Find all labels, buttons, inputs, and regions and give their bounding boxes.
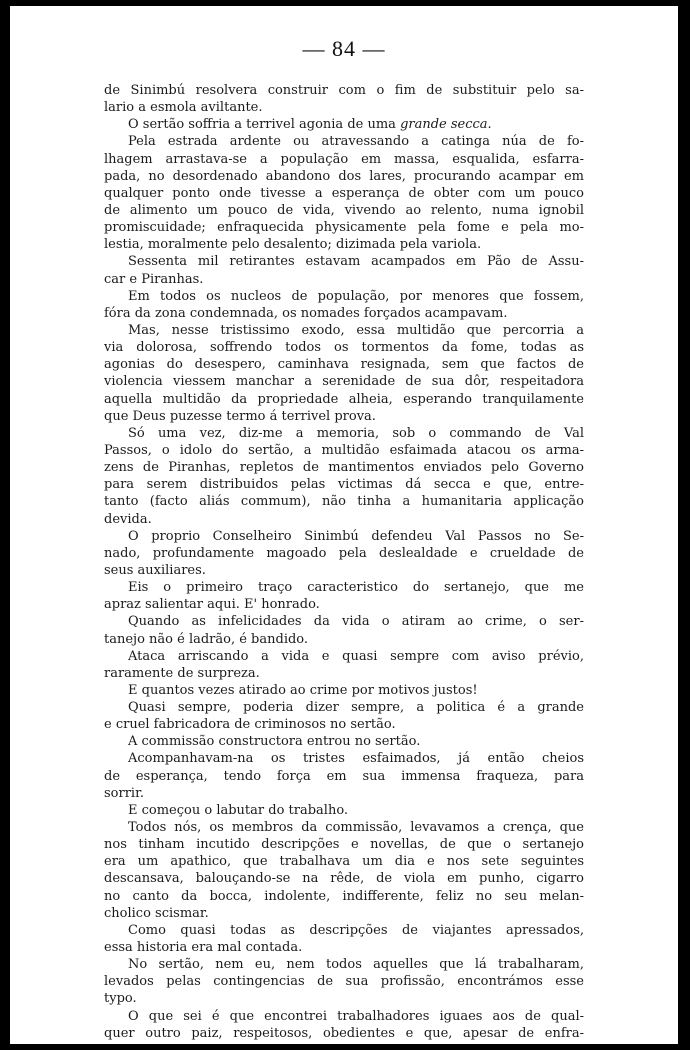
text-line xyxy=(104,785,584,802)
page-number: — 84 — xyxy=(302,36,386,61)
text-line xyxy=(104,305,584,322)
text-line-content: lario a esmola aviltante. xyxy=(104,100,263,116)
text-line xyxy=(104,888,584,905)
text-line xyxy=(104,665,584,682)
text-line-content: via dolorosa, soffrendo todos os tormentos da fome, todas as xyxy=(104,340,584,356)
book-page xyxy=(10,6,678,1044)
text-line xyxy=(104,82,584,99)
text-line-content: O proprio Conselheiro Sinimbú defendeu Val Passos no Se- xyxy=(128,528,584,544)
text-line-content: zens de Piranhas, repletos de mantimentos enviados pelo Governo xyxy=(104,460,584,476)
text-line-content: para serem distribuidos pelas victimas dá secca e que, entre- xyxy=(104,477,584,493)
text-line-content: Como quasi todas as descripções de viajantes apressados, xyxy=(128,922,584,938)
text-line xyxy=(104,442,584,459)
text-line-content: Ataca arriscando a vida e quasi sempre com aviso prévio, xyxy=(128,648,584,664)
body-text xyxy=(104,82,584,1042)
text-line xyxy=(104,253,584,270)
text-line xyxy=(104,716,584,733)
text-line-content: O que sei é que encontrei trabalhadores iguaes aos de qual- xyxy=(128,1008,584,1024)
text-line xyxy=(104,939,584,956)
text-line-content: Eis o primeiro traço caracteristico do sertanejo, que me xyxy=(128,580,584,596)
text-line xyxy=(104,905,584,922)
text-line xyxy=(104,973,584,990)
text-line-content: lestia, moralmente pelo desalento; dizimada pela variola. xyxy=(104,237,482,253)
text-line xyxy=(104,356,584,373)
text-line xyxy=(104,116,584,133)
text-line-content: fóra da zona condemnada, os nomades forçados acampavam. xyxy=(104,305,508,321)
text-line xyxy=(104,853,584,870)
text-line xyxy=(104,631,584,648)
text-line-content: Todos nós, os membros da commissão, levavamos a crença, que xyxy=(128,820,584,836)
text-line-content: promiscuidade; enfraquecida physicamente pela fome e pela mo- xyxy=(104,220,584,236)
text-line-content: tanejo não é ladrão, é bandido. xyxy=(104,631,309,647)
text-line xyxy=(104,271,584,288)
text-line xyxy=(104,545,584,562)
text-line-content: e cruel fabricadora de criminosos no sertão. xyxy=(104,717,396,733)
text-line-content: Só uma vez, diz-me a memoria, sob o commando de Val xyxy=(128,425,584,441)
text-line xyxy=(104,459,584,476)
text-line-content: Em todos os nucleos de população, por menores que fossem, xyxy=(128,288,584,304)
text-line xyxy=(104,733,584,750)
text-line xyxy=(104,956,584,973)
text-line-content: que Deus puzesse termo á terrivel prova. xyxy=(104,408,376,424)
text-line-content: Quasi sempre, poderia dizer sempre, a politica é a grande xyxy=(128,700,584,716)
text-line xyxy=(104,151,584,168)
text-line xyxy=(104,596,584,613)
text-line-content: Sessenta mil retirantes estavam acampados em Pão de Assu- xyxy=(128,254,584,270)
text-line xyxy=(104,185,584,202)
text-line xyxy=(104,922,584,939)
emphasis-text: grande secca. xyxy=(400,117,492,133)
text-line xyxy=(104,802,584,819)
text-line xyxy=(104,133,584,150)
text-line-content: apraz salientar aqui. E' honrado. xyxy=(104,597,320,613)
text-line xyxy=(104,750,584,767)
text-line xyxy=(104,493,584,510)
text-line xyxy=(104,202,584,219)
text-line xyxy=(104,339,584,356)
text-line-content: Pela estrada ardente ou atravessando a catinga núa de fo- xyxy=(128,134,584,150)
text-line-content: violencia viessem manchar a serenidade de sua dôr, respeitadora xyxy=(104,374,584,390)
text-line xyxy=(104,870,584,887)
text-line-content: No sertão, nem eu, nem todos aquelles que lá trabalharam, xyxy=(128,957,584,973)
text-line-content: car e Piranhas. xyxy=(104,271,204,287)
text-line xyxy=(104,168,584,185)
text-line-content: E começou o labutar do trabalho. xyxy=(128,802,349,818)
text-line xyxy=(104,408,584,425)
text-line-content: de esperança, tendo força em sua immensa fraqueza, para xyxy=(104,768,584,784)
text-line xyxy=(104,768,584,785)
text-line-content: E quantos vezes atirado ao crime por motivos justos! xyxy=(128,682,478,698)
text-line xyxy=(104,322,584,339)
text-line-content: de alimento um pouco de vida, vivendo ao relento, numa ignobil xyxy=(104,202,584,218)
text-line-content: A commissão constructora entrou no sertão. xyxy=(128,734,421,750)
text-line xyxy=(104,682,584,699)
text-line-content: agonias do desespero, caminhava resignada, sem que factos de xyxy=(104,357,584,373)
text-line-content: Quando as infelicidades da vida o atiram ao crime, o ser- xyxy=(128,614,584,630)
text-line-content: quer outro paiz, respeitosos, obedientes e que, apesar de enfra- xyxy=(104,1025,584,1041)
text-line-content: no canto da bocca, indolente, indifferente, feliz no seu melan- xyxy=(104,888,584,904)
text-line xyxy=(104,391,584,408)
text-line xyxy=(104,579,584,596)
text-line-content: raramente de surpreza. xyxy=(104,665,260,681)
text-line xyxy=(104,990,584,1007)
text-line xyxy=(104,219,584,236)
text-line-content: aquella multidão da propriedade alheia, esperando tranquilamente xyxy=(104,391,584,407)
text-line-content: Mas, nesse tristissimo exodo, essa multidão que percorria a xyxy=(128,322,584,338)
text-line-content: typo. xyxy=(104,991,137,1007)
text-line-content: era um apathico, que trabalhava um dia e nos sete seguintes xyxy=(104,854,584,870)
text-line xyxy=(104,476,584,493)
text-line-content: descansava, balouçando-se na rêde, de viola em punho, cigarro xyxy=(104,871,584,887)
text-line xyxy=(104,1025,584,1042)
text-line xyxy=(104,699,584,716)
text-line-content: Passos, o idolo do sertão, a multidão esfaimada atacou os arma- xyxy=(104,442,584,458)
text-line-content: lhagem arrastava-se a população em massa, esqualida, esfarra- xyxy=(104,151,584,167)
text-line xyxy=(104,648,584,665)
text-line-content: essa historia era mal contada. xyxy=(104,940,303,956)
text-line-content: O sertão soffria a terrivel agonia de uma xyxy=(128,117,401,133)
text-line-content: levados pelas contingencias de sua profissão, encontrámos esse xyxy=(104,974,584,990)
text-line-content: cholico scismar. xyxy=(104,905,209,921)
text-line xyxy=(104,528,584,545)
text-line xyxy=(104,836,584,853)
text-line xyxy=(104,511,584,528)
text-line xyxy=(104,562,584,579)
text-line-content: qualquer ponto onde tivesse a esperança de obter com um pouco xyxy=(104,185,584,201)
text-line-content: sorrir. xyxy=(104,785,145,801)
text-line xyxy=(104,819,584,836)
text-line-content: de Sinimbú resolvera construir com o fim de substituir pelo sa- xyxy=(104,83,584,98)
text-line-content: tanto (facto aliás commum), não tinha a humanitaria applicação xyxy=(104,494,584,510)
text-line xyxy=(104,1008,584,1025)
text-line-content: nado, profundamente magoado pela deslealdade e crueldade de xyxy=(104,545,584,561)
text-line-content: pada, no desordenado abandono dos lares, procurando acampar em xyxy=(104,168,584,184)
text-line xyxy=(104,425,584,442)
text-line xyxy=(104,288,584,305)
text-line-content: Acompanhavam-na os tristes esfaimados, já então cheios xyxy=(128,751,584,767)
text-line xyxy=(104,373,584,390)
text-line-content: devida. xyxy=(104,511,152,527)
text-line-content: seus auxiliares. xyxy=(104,562,206,578)
text-line xyxy=(104,236,584,253)
text-line-content: nos tinham incutido descripções e novellas, de que o sertanejo xyxy=(104,837,584,853)
text-line xyxy=(104,99,584,116)
text-line xyxy=(104,613,584,630)
